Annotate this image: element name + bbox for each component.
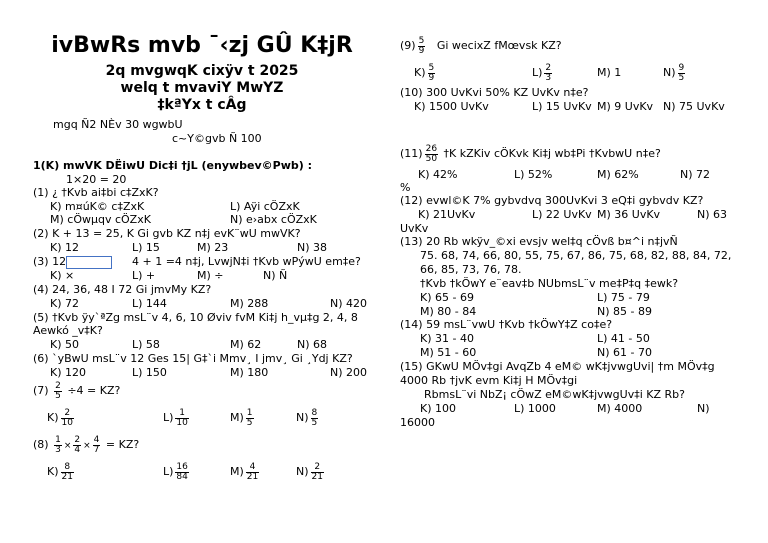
subject: welq t mvaviY MwYZ [120,80,284,96]
option: M) 180 [230,366,269,379]
option: M) 62 [230,338,262,351]
question-5-cont: Aewkó _v‡K? [33,324,103,337]
option: N) 75 UvKv [663,100,725,113]
q-number: (7) [33,384,49,397]
question-9: (9) $\frac{5}{9}$ Gi wecixZ fMœvsk KZ? [400,35,562,56]
option: M) ÷ [197,269,224,282]
option: N) e›abx cÖZxK [230,213,317,226]
option: K) 100 [420,402,456,415]
option: K) 12 [50,241,79,254]
answer-blank[interactable] [66,256,112,269]
question-11: (11) $\frac{26}{50}$ †K kZKiv cÖKvk Ki‡j wb‡Pi †KvbwU n‡e? [400,143,661,164]
question-13-ask: †Kvb †kÖwY e¨eav‡b NUbmsL¨v me‡P‡q ‡ewk? [420,277,679,290]
question-4: (4) 24, 36, 48 I 72 Gi jmvMy KZ? [33,283,212,296]
fraction: $\frac{2}{5}$ [55,380,61,401]
question-8: (8) $\frac{1}{3}$ × $\frac{2}{4}$ × $\frac{4}{7}$ = KZ? [33,434,140,455]
option: K) 42% [418,168,458,181]
option: N) 68 [297,338,328,351]
section-heading: 1(K) mwVK DËiwU Dic‡i †jL (enywbev©Pwb) : [33,159,313,172]
option: N) 200 [330,366,368,379]
option: K) $\frac{5}{9}$ [414,62,435,83]
option: N) 63 [697,208,728,221]
q-text: ÷4 = KZ? [67,384,121,397]
option: L) 58 [132,338,160,351]
option: K) $\frac{2}{10}$ [47,407,73,428]
option: M) 62% [597,168,639,181]
question-1: (1) ¿ †Kvb ai‡bi c‡ZxK? [33,186,159,199]
full-marks: c~Y©gvb Ñ 100 [172,132,262,145]
option: K) 50 [50,338,79,351]
option: L) + [132,269,156,282]
option: L) 150 [132,366,167,379]
option: N) 72 [680,168,711,181]
option: K) 72 [50,297,79,310]
option: K) 120 [50,366,86,379]
data-line: 66, 85, 73, 76, 78. [420,263,522,276]
option-cont: UvKv [400,222,429,235]
option: L) $\frac{2}{3}$ [532,62,552,83]
question-7 [33,380,120,402]
question-10: (10) 300 UvKvi 50% KZ UvKv n‡e? [400,86,589,99]
option: K) $\frac{8}{21}$ [47,461,73,482]
class: ‡kªYx t cÂg [157,97,247,113]
option: K) 21UvKv [418,208,476,221]
option: L) 1000 [514,402,556,415]
option: L) 15 UvKv [532,100,592,113]
question-6: (6) `yBwU msL¨v 12 Ges 15| G‡`i Mmv¸ I jmv¸ Gi ¸Ydj KZ? [33,352,353,365]
option: M) 36 UvKv [597,208,661,221]
option: K) m¤úK© c‡ZxK [50,200,145,213]
section-marks: 1×20 = 20 [66,173,127,186]
question-15-cont: 4000 Rb †jvK evm Ki‡j H MÖv‡gi [400,374,578,387]
option: L) Aÿi cÖZxK [230,200,300,213]
option: N) Ñ [263,269,288,282]
option: L) 22 UvKv [532,208,592,221]
option: N) 38 [297,241,328,254]
option: M) cÖwµqv cÖZxK [50,213,151,226]
option: L) 52% [514,168,553,181]
option: L) 15 [132,241,160,254]
option: M) 4000 [597,402,643,415]
option: N) $\frac{8}{5}$ [296,407,318,428]
option: M) $\frac{1}{5}$ [230,407,253,428]
option: M) 288 [230,297,269,310]
option: L) 75 - 79 [597,291,650,304]
data-line: 75. 68, 74, 66, 80, 55, 75, 67, 86, 75, 68, 82, 88, 84, 72, [420,249,732,262]
option: K) × [50,269,75,282]
question-12: (12) evwl©K 7% gybvdvq 300UvKvi 3 eQ‡i gybvdv KZ? [400,194,704,207]
option: M) 9 UvKv [597,100,654,113]
option: M) 51 - 60 [420,346,477,359]
option-cont: 16000 [400,416,435,429]
option: L) $\frac{1}{10}$ [163,407,188,428]
option: M) 1 [597,66,622,79]
school-name: ivBwRs mvb ¯‹zj GÛ K‡jR [51,33,353,58]
option: K) 65 - 69 [420,291,474,304]
exam-name: 2q mvgwqK cixÿv t 2025 [105,63,299,79]
option: N) 61 - 70 [597,346,652,359]
question-15-ask: RbmsL¨vi NbZ¡ cÖwZ eM©wK‡jvwgUv‡i KZ Rb? [424,388,685,401]
time-limit: mgq Ñ2 NÈv 30 wgwbU [53,118,183,131]
option: M) 23 [197,241,229,254]
option: N) $\frac{9}{5}$ [663,62,685,83]
option: N) $\frac{2}{21}$ [296,461,323,482]
option: M) $\frac{4}{21}$ [230,461,259,482]
question-2: (2) K + 13 = 25, K Gi gvb KZ n‡j evK¨wU mwVK? [33,227,301,240]
question-13: (13) 20 Rb wkÿv_©xi evsjv wel‡q cÖvß b¤^i n‡jvÑ [400,235,678,248]
question-14: (14) 59 msL¨vwU †Kvb †kÖwY‡Z co‡e? [400,318,613,331]
option: K) 31 - 40 [420,332,474,345]
question-5: (5) †Kvb ÿy`ªZg msL¨v 4, 6, 10 Øviv fvM Ki‡j h_vµ‡g 2, 4, 8 [33,311,358,324]
question-3 [33,255,112,269]
option: L) 41 - 50 [597,332,650,345]
question-3-post: 4 + 1 =4 n‡j, LvwjN‡i †Kvb wPýwU em‡e? [132,255,361,268]
option: M) 80 - 84 [420,305,477,318]
question-15: (15) GKwU MÖv‡gi AvqZb 4 eM© wK‡jvwgUvi| †m MÖv‡g [400,360,715,373]
option-cont: % [400,181,411,194]
option: N) [697,402,710,415]
option: N) 85 - 89 [597,305,652,318]
option: K) 1500 UvKv [414,100,489,113]
option: L) 144 [132,297,167,310]
option: N) 420 [330,297,368,310]
question-3-pre: (3) 12 [33,255,67,268]
option: L) $\frac{16}{84}$ [163,461,188,482]
